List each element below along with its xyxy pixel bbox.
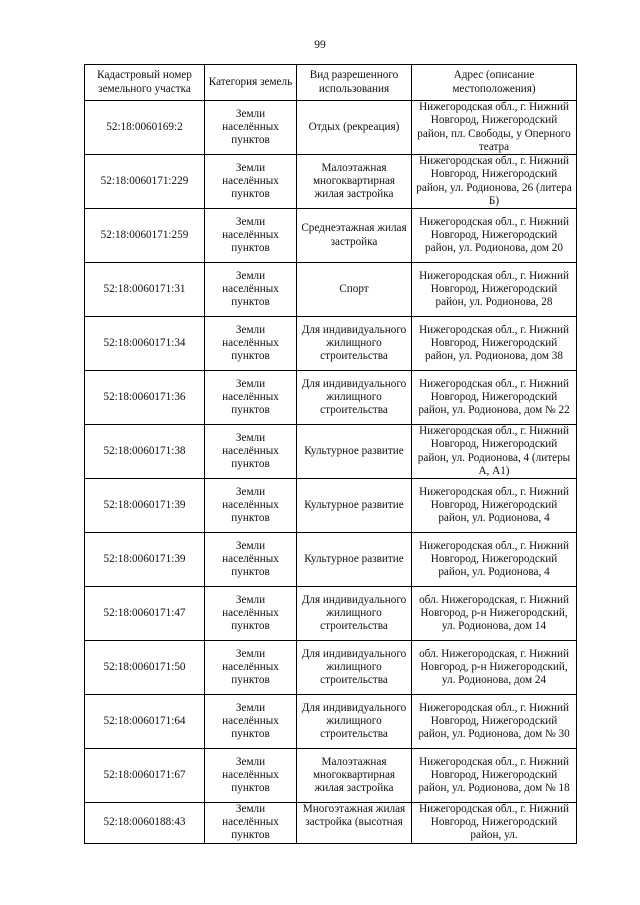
permitted-use-cell: Малоэтажная многоквартирная жилая застройка	[297, 155, 412, 209]
permitted-use-cell: Спорт	[297, 263, 412, 317]
permitted-use-cell: Многоэтажная жилая застройка (высотная	[297, 803, 412, 844]
table-row	[85, 263, 577, 317]
cadastral-number-cell: 52:18:0060171:31	[85, 263, 205, 317]
header-address: Адрес (описание местоположения)	[412, 65, 577, 101]
table-row	[85, 803, 577, 844]
address-cell: Нижегородская обл., г. Нижний Новгород, Нижегородский район, ул.	[412, 803, 577, 844]
cadastral-number-cell: 52:18:0060171:229	[85, 155, 205, 209]
address-cell: Нижегородская обл., г. Нижний Новгород, Нижегородский район, пл. Свободы, у Оперного театра	[412, 101, 577, 155]
table-row	[85, 749, 577, 803]
address-cell: Нижегородская обл., г. Нижний Новгород, Нижегородский район, ул. Родионова, 4	[412, 533, 577, 587]
table-row	[85, 695, 577, 749]
permitted-use-cell: Для индивидуального жилищного строительства	[297, 641, 412, 695]
cadastral-number-cell: 52:18:0060188:43	[85, 803, 205, 844]
land-category-cell: Земли населённых пунктов	[205, 641, 297, 695]
address-cell: обл. Нижегородская, г. Нижний Новгород, р-н Нижегородский, ул. Родионова, дом 14	[412, 587, 577, 641]
table-row	[85, 587, 577, 641]
address-cell: Нижегородская обл., г. Нижний Новгород, Нижегородский район, ул. Родионова, дом 38	[412, 317, 577, 371]
table-row	[85, 101, 577, 155]
table-row	[85, 155, 577, 209]
land-category-cell: Земли населённых пунктов	[205, 533, 297, 587]
address-cell: Нижегородская обл., г. Нижний Новгород, Нижегородский район, ул. Родионова, 26 (литера Б)	[412, 155, 577, 209]
land-category-cell: Земли населённых пунктов	[205, 749, 297, 803]
land-category-cell: Земли населённых пунктов	[205, 371, 297, 425]
address-cell: Нижегородская обл., г. Нижний Новгород, Нижегородский район, ул. Родионова, дом 20	[412, 209, 577, 263]
land-category-cell: Земли населённых пунктов	[205, 317, 297, 371]
cadastral-number-cell: 52:18:0060169:2	[85, 101, 205, 155]
header-permitted-use: Вид разрешенного использования	[297, 65, 412, 101]
cadastral-number-cell: 52:18:0060171:50	[85, 641, 205, 695]
land-category-cell: Земли населённых пунктов	[205, 101, 297, 155]
permitted-use-cell: Культурное развитие	[297, 533, 412, 587]
permitted-use-cell: Отдых (рекреация)	[297, 101, 412, 155]
table-row	[85, 317, 577, 371]
permitted-use-cell: Для индивидуального жилищного строительства	[297, 587, 412, 641]
cadastral-number-cell: 52:18:0060171:36	[85, 371, 205, 425]
table-row	[85, 479, 577, 533]
table-row	[85, 371, 577, 425]
cadastral-number-cell: 52:18:0060171:38	[85, 425, 205, 479]
address-cell: обл. Нижегородская, г. Нижний Новгород, р-н Нижегородский, ул. Родионова, дом 24	[412, 641, 577, 695]
address-cell: Нижегородская обл., г. Нижний Новгород, Нижегородский район, ул. Родионова, 28	[412, 263, 577, 317]
land-plots-table	[84, 64, 577, 844]
address-cell: Нижегородская обл., г. Нижний Новгород, Нижегородский район, ул. Родионова, 4 (литеры А, А1)	[412, 425, 577, 479]
land-category-cell: Земли населённых пунктов	[205, 155, 297, 209]
land-category-cell: Земли населённых пунктов	[205, 209, 297, 263]
land-category-cell: Земли населённых пунктов	[205, 425, 297, 479]
permitted-use-cell: Среднеэтажная жилая застройка	[297, 209, 412, 263]
land-category-cell: Земли населённых пунктов	[205, 479, 297, 533]
cadastral-number-cell: 52:18:0060171:67	[85, 749, 205, 803]
table-row	[85, 533, 577, 587]
land-category-cell: Земли населённых пунктов	[205, 803, 297, 844]
cadastral-number-cell: 52:18:0060171:259	[85, 209, 205, 263]
cadastral-number-cell: 52:18:0060171:34	[85, 317, 205, 371]
table-row	[85, 425, 577, 479]
address-cell: Нижегородская обл., г. Нижний Новгород, Нижегородский район, ул. Родионова, дом № 18	[412, 749, 577, 803]
table-header-row	[85, 65, 577, 101]
land-category-cell: Земли населённых пунктов	[205, 587, 297, 641]
cadastral-number-cell: 52:18:0060171:39	[85, 479, 205, 533]
permitted-use-cell: Культурное развитие	[297, 425, 412, 479]
permitted-use-cell: Для индивидуального жилищного строительства	[297, 317, 412, 371]
land-category-cell: Земли населённых пунктов	[205, 695, 297, 749]
permitted-use-cell: Для индивидуального жилищного строительства	[297, 695, 412, 749]
cadastral-number-cell: 52:18:0060171:64	[85, 695, 205, 749]
page-number: 99	[314, 39, 326, 51]
table-row	[85, 209, 577, 263]
cadastral-number-cell: 52:18:0060171:39	[85, 533, 205, 587]
address-cell: Нижегородская обл., г. Нижний Новгород, Нижегородский район, ул. Родионова, дом № 30	[412, 695, 577, 749]
land-category-cell: Земли населённых пунктов	[205, 263, 297, 317]
address-cell: Нижегородская обл., г. Нижний Новгород, Нижегородский район, ул. Родионова, дом № 22	[412, 371, 577, 425]
permitted-use-cell: Культурное развитие	[297, 479, 412, 533]
permitted-use-cell: Для индивидуального жилищного строительства	[297, 371, 412, 425]
header-cadastral-number: Кадастровый номер земельного участка	[85, 65, 205, 101]
address-cell: Нижегородская обл., г. Нижний Новгород, Нижегородский район, ул. Родионова, 4	[412, 479, 577, 533]
header-land-category: Категория земель	[205, 65, 297, 101]
table-row	[85, 641, 577, 695]
permitted-use-cell: Малоэтажная многоквартирная жилая застройка	[297, 749, 412, 803]
cadastral-number-cell: 52:18:0060171:47	[85, 587, 205, 641]
